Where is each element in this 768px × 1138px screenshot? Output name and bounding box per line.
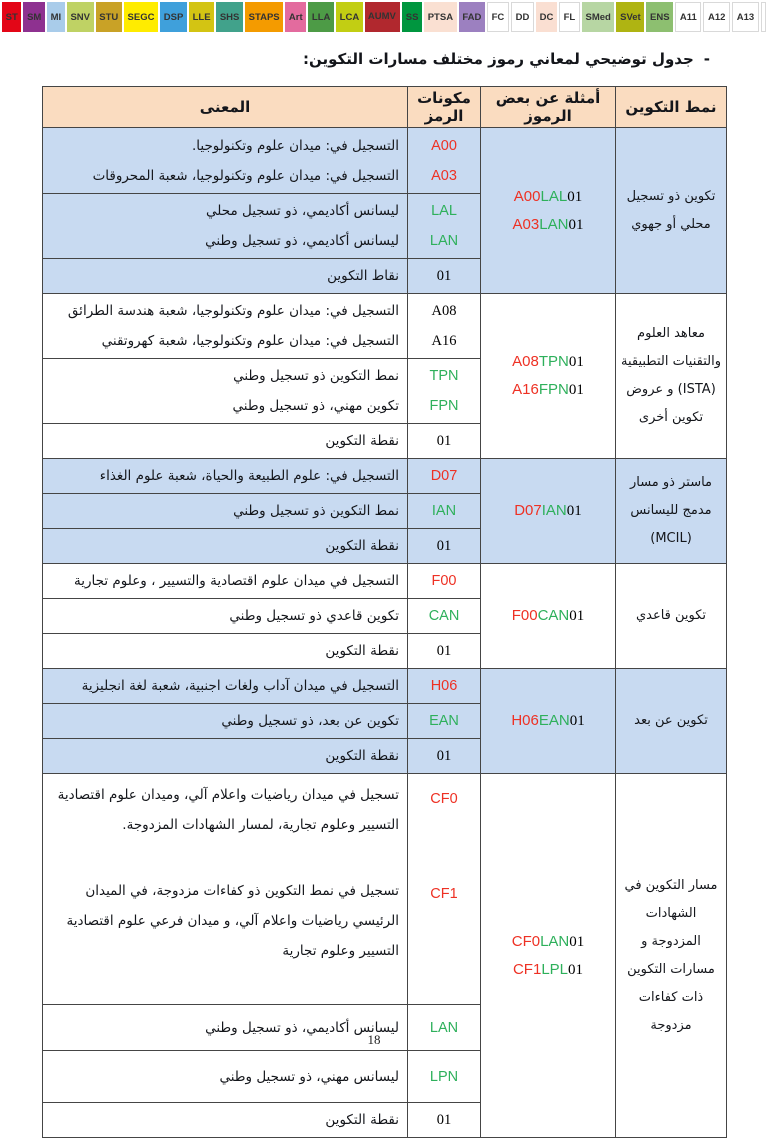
tab-ens	[646, 2, 673, 32]
tab-stu	[96, 2, 122, 32]
tab-label: AUMV	[367, 10, 396, 22]
code-cell	[408, 599, 481, 634]
tab-ss	[402, 2, 422, 32]
code-segment: 01	[568, 216, 584, 233]
meaning-cell	[43, 739, 408, 774]
tab-label: SHS	[219, 11, 240, 23]
tab-lca	[336, 2, 363, 32]
meaning-text: نقطة التكوين	[325, 1112, 399, 1128]
meaning-text: نقطة التكوين	[325, 748, 399, 764]
tab-label: ENS	[650, 11, 670, 23]
code-value: CF1	[430, 886, 458, 902]
title-dash: -	[703, 50, 710, 68]
example-code	[483, 607, 613, 625]
tab-label: A13	[736, 11, 755, 23]
code-segment: 01	[568, 382, 584, 398]
meaning-text: ليسانس أكاديمي، ذو تسجيل محلي	[206, 203, 399, 219]
table-row	[43, 294, 727, 359]
tab-dsp	[160, 2, 187, 32]
meaning-cell	[43, 494, 408, 529]
code-value: FPN	[429, 398, 459, 414]
tab-label: STU	[99, 11, 119, 23]
tab-lle	[189, 2, 214, 32]
table-row	[43, 669, 727, 704]
examples-cell	[481, 669, 616, 774]
meaning-text: نقاط التكوين	[327, 268, 399, 284]
code-segment: EAN	[538, 712, 570, 729]
meaning-text: ليسانس أكاديمي، ذو تسجيل وطني	[205, 1019, 399, 1036]
example-code	[483, 933, 613, 951]
tab-label: SNV	[70, 11, 90, 23]
meaning-cell	[43, 529, 408, 564]
example-code	[483, 381, 613, 399]
meaning-cell	[43, 564, 408, 599]
code-segment: H06	[511, 712, 539, 729]
code-cell	[408, 704, 481, 739]
code-segment: A03	[512, 215, 540, 233]
table-row	[43, 774, 727, 1005]
code-value: 01	[436, 433, 452, 449]
tab-fc	[487, 2, 509, 32]
tab-aumv	[365, 2, 400, 32]
code-segment: CF0	[511, 932, 541, 950]
tab-label: SVet	[620, 11, 641, 23]
code-segment: TPN	[538, 353, 569, 370]
tab-label: A11	[679, 11, 697, 23]
code-cell	[408, 259, 481, 294]
example-code	[483, 188, 613, 206]
tab-dd	[511, 2, 534, 32]
meaning-cell	[43, 459, 408, 494]
tab-label: SEGC	[127, 11, 155, 23]
meaning-cell	[43, 1103, 408, 1138]
tab-a13	[732, 2, 759, 32]
meaning-cell	[43, 128, 408, 194]
table-header-row	[43, 87, 727, 128]
code-value: F00	[431, 573, 457, 589]
tab-partial	[761, 2, 766, 32]
meaning-cell	[43, 194, 408, 259]
tab-snv	[67, 2, 94, 32]
tab-shs	[216, 2, 243, 32]
tab-segc	[124, 2, 158, 32]
title-text: جدول توضيحي لمعاني رموز مختلف مسارات التكوين:	[303, 50, 694, 68]
code-cell	[408, 359, 481, 424]
tab-label: PTSA	[427, 11, 454, 23]
codes-table	[42, 86, 727, 1138]
code-value: 01	[436, 538, 452, 554]
meaning-text: ليسانس مهني، ذو تسجيل وطني	[219, 1068, 399, 1085]
code-segment: F00	[511, 607, 538, 624]
tab-a12	[703, 2, 730, 32]
header-examples: أمثلة عن بعض الرموز	[481, 87, 616, 128]
code-segment: A16	[512, 381, 539, 398]
meaning-text: التسجيل في: ميدان علوم وتكنولوجيا، شعبة هندسة الطرائق	[67, 303, 399, 319]
tab-label: STAPS	[248, 11, 280, 23]
formation-type-cell: ماستر ذو مسار مدمج لليسانس (MCIL)	[616, 459, 727, 564]
examples-cell	[481, 459, 616, 564]
code-cell	[408, 634, 481, 669]
code-value: D07	[430, 468, 458, 484]
code-value: IAN	[431, 503, 457, 519]
table-row	[43, 564, 727, 599]
code-cell	[408, 1103, 481, 1138]
tab-sm	[23, 2, 45, 32]
tab-staps	[245, 2, 283, 32]
table-row	[43, 128, 727, 194]
example-code	[483, 961, 613, 979]
tab-label: ST	[5, 11, 18, 23]
formation-type-cell: مسار التكوين في الشهادات المزدوجة و مسارات التكوين ذات كفاءات مزدوجة	[616, 774, 727, 1138]
code-cell	[408, 774, 481, 1005]
code-cell	[408, 459, 481, 494]
tab-label: DD	[515, 11, 530, 23]
header-meaning: المعنى	[43, 87, 408, 128]
tab-fad	[459, 2, 485, 32]
code-segment: 01	[568, 354, 584, 370]
code-value: LAL	[431, 203, 457, 219]
code-value: TPN	[429, 368, 459, 384]
meaning-text: تكوين مهني، ذو تسجيل وطني	[232, 398, 399, 414]
meaning-cell	[43, 424, 408, 459]
meaning-text: التسجيل في: علوم الطبيعة والحياة، شعبة علوم الغذاء	[99, 468, 399, 484]
code-value: EAN	[429, 713, 459, 729]
code-segment: CAN	[537, 607, 570, 624]
examples-cell	[481, 774, 616, 1138]
code-value: LAN	[429, 1019, 459, 1036]
tab-label: DC	[539, 11, 554, 23]
code-cell	[408, 424, 481, 459]
meaning-cell	[43, 669, 408, 704]
tab-svet	[616, 2, 644, 32]
code-value: LPN	[429, 1068, 459, 1085]
tab-fl	[559, 2, 580, 32]
code-value: 01	[436, 268, 452, 284]
code-segment: LAN	[539, 215, 569, 233]
meaning-cell	[43, 259, 408, 294]
code-value: 01	[436, 748, 452, 764]
code-value: LAN	[429, 233, 459, 249]
meaning-text: التسجيل في ميدان علوم اقتصادية والتسيير ، وعلوم تجارية	[74, 573, 399, 589]
formation-type-cell: تكوين ذو تسجيل محلي أو جهوي	[616, 128, 727, 294]
code-value: A16	[431, 333, 457, 349]
tab-ptsa	[424, 2, 457, 32]
code-value: A00	[431, 137, 457, 154]
code-cell	[408, 564, 481, 599]
tab-lla	[308, 2, 334, 32]
table-row	[43, 459, 727, 494]
page-title	[303, 50, 710, 68]
meaning-text: تكوين عن بعد، ذو تسجيل وطني	[221, 713, 399, 729]
code-value: H06	[430, 678, 458, 694]
code-cell	[408, 739, 481, 774]
domain-codes-strip	[2, 2, 766, 32]
tab-label: FL	[563, 11, 576, 23]
code-value: 01	[436, 1112, 452, 1128]
meaning-cell	[43, 1051, 408, 1103]
meaning-cell	[43, 294, 408, 359]
code-segment: 01	[569, 608, 585, 624]
code-segment: FPN	[538, 381, 569, 398]
code-segment: LPL	[541, 960, 569, 978]
code-value: CAN	[428, 608, 460, 624]
formation-type-cell: معاهد العلوم والتقنيات التطبيقية (ISTA) و عروض تكوين أخرى	[616, 294, 727, 459]
meaning-text: نقطة التكوين	[325, 433, 399, 449]
examples-cell	[481, 294, 616, 459]
formation-type-cell: تكوين عن بعد	[616, 669, 727, 774]
code-segment: A08	[512, 353, 539, 370]
meaning-text: التسجيل في: ميدان علوم وتكنولوجيا، شعبة المحروقات	[92, 167, 399, 184]
code-cell	[408, 494, 481, 529]
code-segment: 01	[568, 961, 584, 978]
meaning-text: التسجيل في ميدان آداب ولغات اجنبية، شعبة لغة انجليزية	[81, 678, 399, 694]
code-value: 01	[436, 643, 452, 659]
meaning-cell	[43, 599, 408, 634]
example-code	[483, 712, 613, 730]
meaning-cell	[43, 704, 408, 739]
code-cell	[408, 294, 481, 359]
tab-label: SS	[405, 11, 419, 23]
meaning-text: نمط التكوين ذو تسجيل وطني	[233, 368, 399, 384]
example-code	[483, 353, 613, 371]
code-segment: A00	[513, 187, 541, 205]
tab-label: LCA	[339, 11, 360, 23]
meaning-text: تسجيل في ميدان رياضيات واعلام آلي، وميدان علوم اقتصادية التسيير وعلوم تجارية، لمسار الشهادات المزدوجة.	[57, 787, 399, 833]
code-segment: 01	[566, 503, 582, 519]
tab-label: FC	[491, 11, 505, 23]
tab-label: LLA	[311, 11, 331, 23]
code-segment: D07	[514, 502, 542, 519]
code-value: A08	[431, 303, 457, 319]
formation-type-cell: تكوين قاعدي	[616, 564, 727, 669]
code-cell	[408, 1051, 481, 1103]
code-segment: CF1	[512, 960, 542, 978]
page-number: 18	[367, 1032, 381, 1047]
code-cell	[408, 669, 481, 704]
example-code	[483, 502, 613, 520]
tab-label: MI	[50, 11, 62, 23]
tab-label: DSP	[163, 11, 184, 23]
code-cell	[408, 128, 481, 194]
meaning-text: التسجيل في: ميدان علوم وتكنولوجيا.	[191, 137, 399, 154]
tab-art	[285, 2, 306, 32]
example-code	[483, 216, 613, 234]
code-segment: 01	[567, 188, 583, 205]
tab-label: Art	[288, 11, 303, 23]
meaning-cell	[43, 774, 408, 1005]
tab-label: LLE	[192, 11, 211, 23]
meaning-text: نقطة التكوين	[325, 538, 399, 554]
tab-dc	[536, 2, 557, 32]
tab-mi	[47, 2, 65, 32]
meaning-cell	[43, 359, 408, 424]
code-value: A03	[431, 167, 457, 184]
examples-cell	[481, 128, 616, 294]
code-cell	[408, 194, 481, 259]
meaning-text: نمط التكوين ذو تسجيل وطني	[233, 503, 399, 519]
tab-a11	[675, 2, 701, 32]
meaning-text: تسجيل في نمط التكوين ذو كفاءات مزدوجة، في الميدان الرئيسي رياضيات واعلام آلي، و ميدان فرعي علوم اقتصادية التسيير وعلوم تجارية	[66, 883, 399, 959]
code-segment: LAL	[540, 187, 568, 205]
header-code: مكونات الرمز	[408, 87, 481, 128]
tab-label: SM	[27, 11, 42, 23]
examples-cell	[481, 564, 616, 669]
meaning-text: ليسانس أكاديمي، ذو تسجيل وطني	[205, 233, 399, 249]
tab-label: FAD	[462, 11, 482, 23]
code-cell	[408, 529, 481, 564]
code-segment: 01	[569, 713, 585, 729]
code-segment: LAN	[540, 932, 570, 950]
tab-label: A12	[708, 11, 726, 23]
code-segment: 01	[569, 933, 585, 950]
tab-st	[2, 2, 21, 32]
meaning-text: التسجيل في: ميدان علوم وتكنولوجيا، شعبة كهروتقني	[101, 333, 399, 349]
code-segment: IAN	[541, 502, 567, 519]
tab-smed	[582, 2, 615, 32]
meaning-text: نقطة التكوين	[325, 643, 399, 659]
header-type: نمط التكوين	[616, 87, 727, 128]
tab-label: SMed	[585, 11, 611, 23]
meaning-cell	[43, 634, 408, 669]
meaning-text: تكوين قاعدي ذو تسجيل وطني	[229, 608, 399, 624]
code-value: CF0	[430, 791, 458, 807]
